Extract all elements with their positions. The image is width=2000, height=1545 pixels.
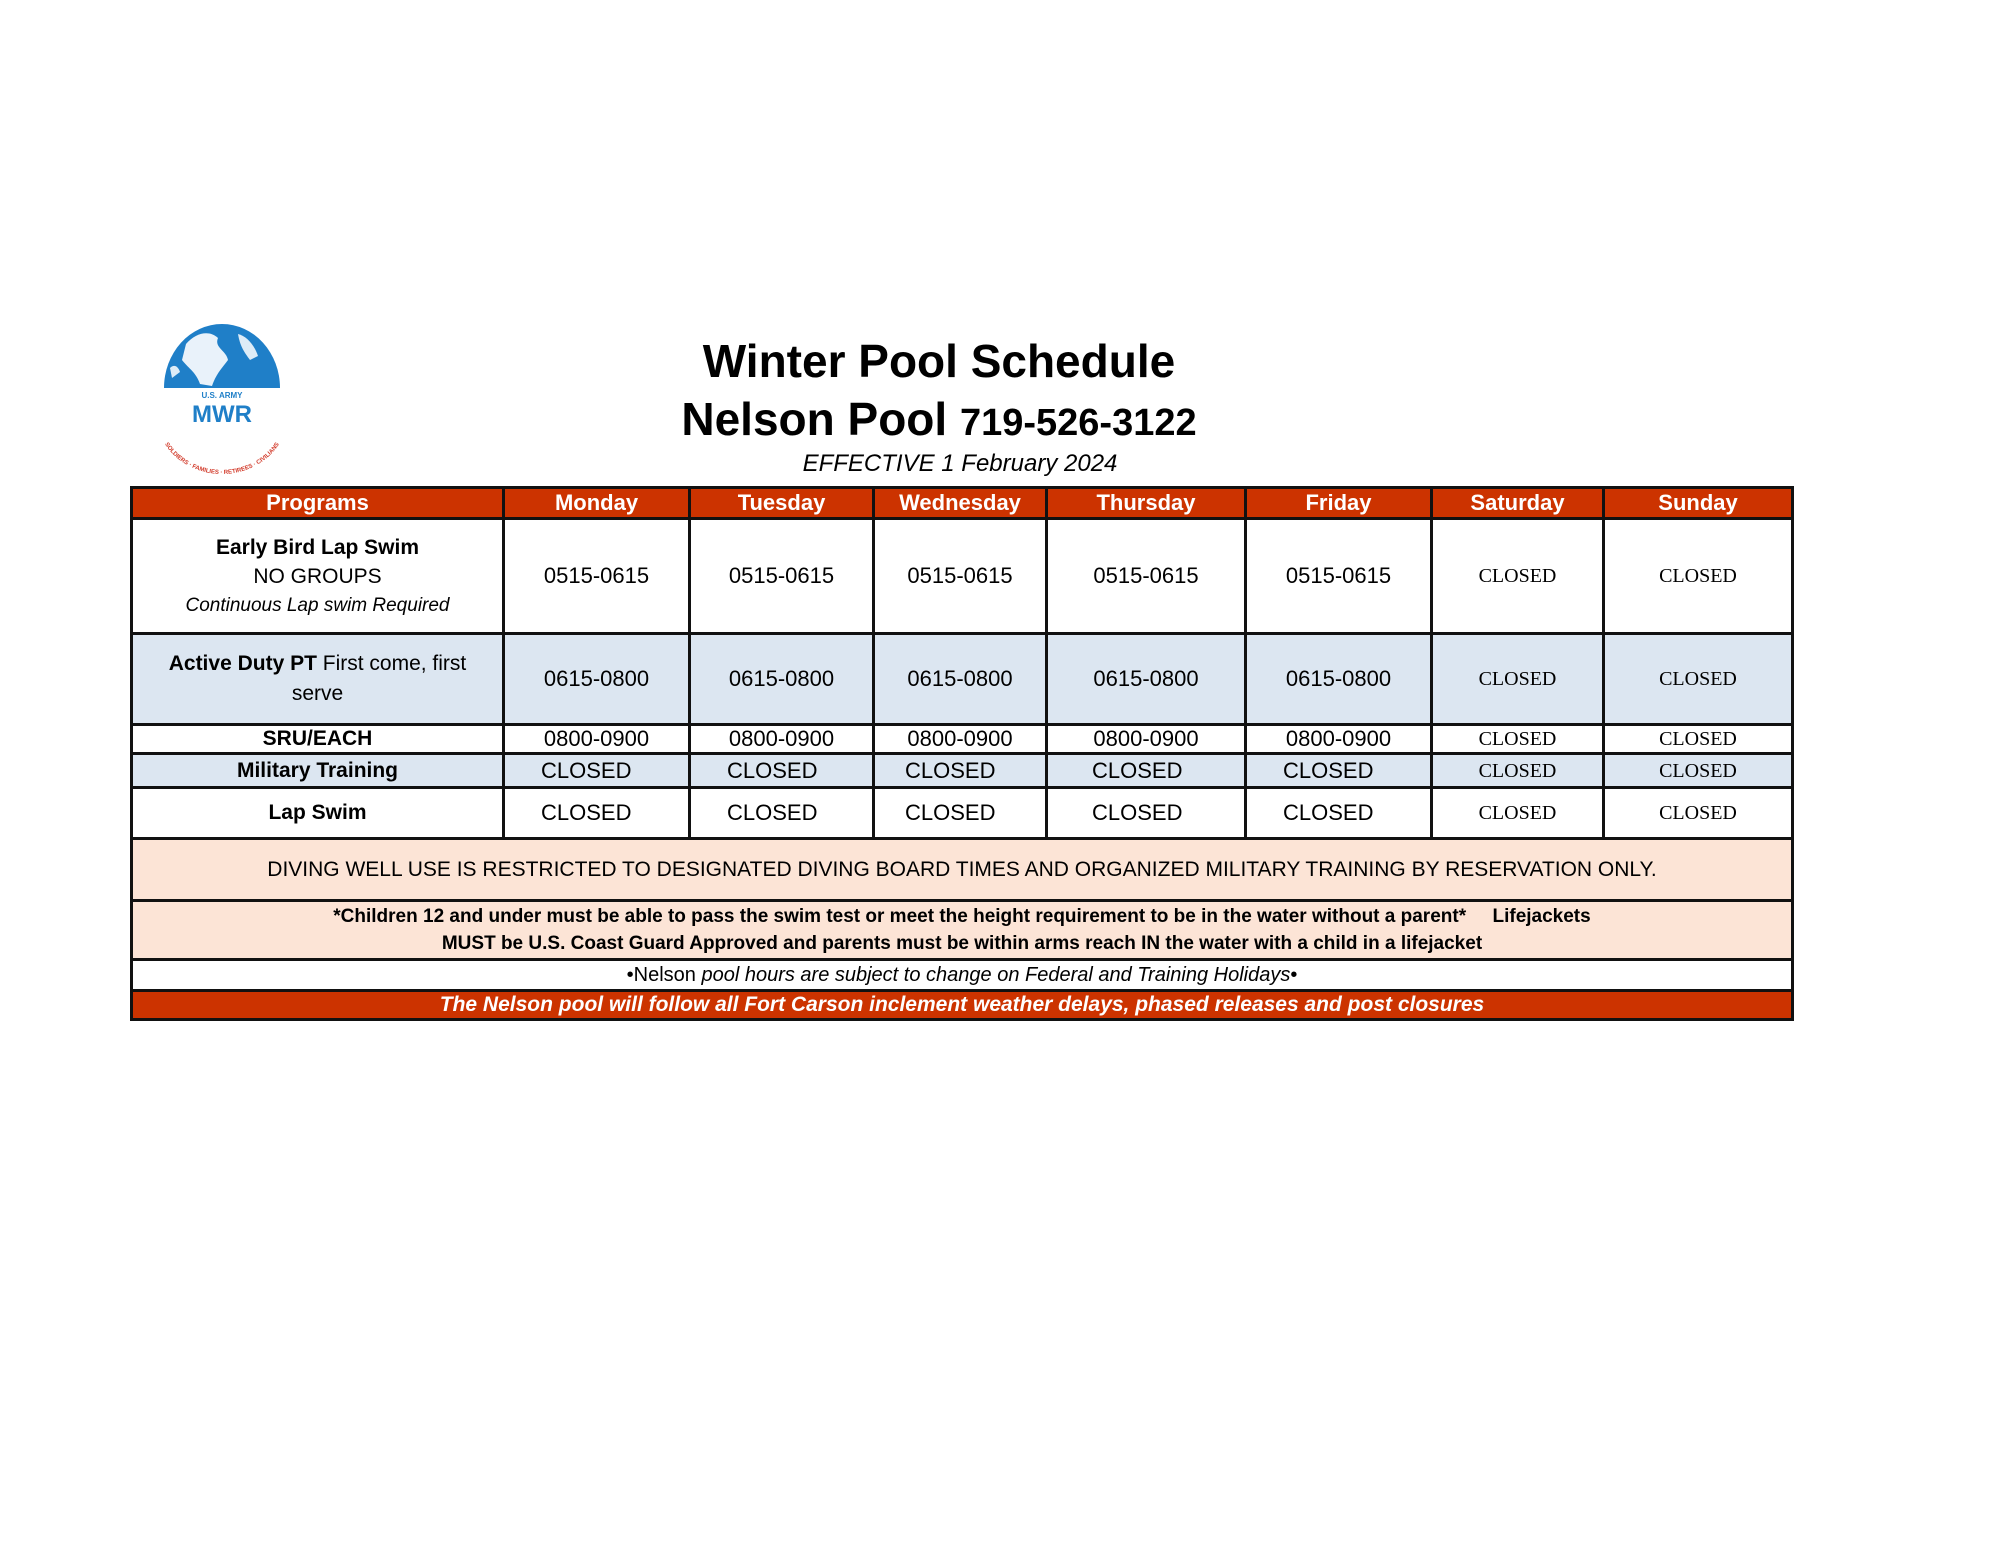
table-row-lap-swim xyxy=(132,788,1793,839)
schedule-cell: 0515-0615 xyxy=(1246,519,1432,634)
schedule-cell: 0615-0800 xyxy=(690,634,874,725)
schedule-cell: CLOSED xyxy=(874,754,1047,788)
col-header-tuesday: Tuesday xyxy=(690,488,874,519)
weather-notice: The Nelson pool will follow all Fort Carson inclement weather delays, phased releases and post closures xyxy=(132,991,1793,1020)
schedule-cell: 0515-0615 xyxy=(504,519,690,634)
holiday-notice-row xyxy=(132,960,1793,991)
pool-name-line xyxy=(0,392,1878,450)
program-subtitle: First come, first serve xyxy=(291,652,467,705)
program-title: Early Bird Lap Swim xyxy=(215,535,420,559)
program-title: SRU/EACH xyxy=(132,725,504,754)
schedule-cell: 0515-0615 xyxy=(874,519,1047,634)
schedule-table xyxy=(130,486,1794,1021)
schedule-cell: CLOSED xyxy=(1604,788,1793,839)
program-cell xyxy=(132,634,504,725)
col-header-thursday: Thursday xyxy=(1047,488,1246,519)
schedule-cell: 0615-0800 xyxy=(504,634,690,725)
col-header-programs: Programs xyxy=(132,488,504,519)
schedule-cell: CLOSED xyxy=(1246,788,1432,839)
page-title: Winter Pool Schedule xyxy=(702,335,1176,387)
schedule-cell: CLOSED xyxy=(1432,788,1604,839)
table-row-military-training xyxy=(132,754,1793,788)
table-header-row xyxy=(132,488,1793,519)
holiday-notice xyxy=(132,960,1793,991)
diving-notice: DIVING WELL USE IS RESTRICTED TO DESIGNATED DIVING BOARD TIMES AND ORGANIZED MILITARY TRAINING BY RESERVATION ONLY. xyxy=(132,839,1793,901)
holiday-notice-text: pool hours are subject to change on Federal and Training Holidays xyxy=(701,964,1291,986)
schedule-cell: 0800-0900 xyxy=(1246,725,1432,754)
program-title: Active Duty PT xyxy=(168,652,317,675)
logo-top-text: U.S. ARMY xyxy=(201,391,243,400)
schedule-cell: CLOSED xyxy=(504,754,690,788)
holiday-notice-prefix: •Nelson xyxy=(626,964,702,986)
schedule-cell: CLOSED xyxy=(690,754,874,788)
schedule-cell: CLOSED xyxy=(1432,754,1604,788)
schedule-cell: CLOSED xyxy=(1604,634,1793,725)
col-header-monday: Monday xyxy=(504,488,690,519)
schedule-cell: CLOSED xyxy=(874,788,1047,839)
children-notice-line2: MUST be U.S. Coast Guard Approved and parents must be within arms reach IN the water with a child in a lifejacket xyxy=(441,933,1483,954)
schedule-cell: CLOSED xyxy=(1604,725,1793,754)
schedule-cell: CLOSED xyxy=(1047,754,1246,788)
children-notice xyxy=(132,901,1793,960)
schedule-cell: 0800-0900 xyxy=(1047,725,1246,754)
schedule-cell: 0515-0615 xyxy=(1047,519,1246,634)
program-note: Continuous Lap swim Required xyxy=(185,594,450,616)
schedule-cell: CLOSED xyxy=(690,788,874,839)
weather-notice-row xyxy=(132,991,1793,1020)
schedule-cell: CLOSED xyxy=(504,788,690,839)
schedule-cell: 0800-0900 xyxy=(690,725,874,754)
schedule-cell: CLOSED xyxy=(1604,754,1793,788)
schedule-cell: 0615-0800 xyxy=(1246,634,1432,725)
col-header-saturday: Saturday xyxy=(1432,488,1604,519)
program-title: Military Training xyxy=(132,754,504,788)
table-row-early-bird xyxy=(132,519,1793,634)
program-cell xyxy=(132,519,504,634)
schedule-cell: CLOSED xyxy=(1432,634,1604,725)
table-row-sru-each xyxy=(132,725,1793,754)
pool-phone: 719-526-3122 xyxy=(959,402,1197,444)
schedule-cell: CLOSED xyxy=(1047,788,1246,839)
children-notice-row xyxy=(132,901,1793,960)
holiday-notice-suffix: • xyxy=(1290,964,1298,986)
schedule-cell: 0800-0900 xyxy=(874,725,1047,754)
pool-name: Nelson Pool xyxy=(681,393,948,445)
program-subtitle: NO GROUPS xyxy=(253,564,382,588)
col-header-friday: Friday xyxy=(1246,488,1432,519)
program-title: Lap Swim xyxy=(132,788,504,839)
children-notice-line1: *Children 12 and under must be able to pass the swim test or meet the height requirement to be in the water without a parent* Lifejackets xyxy=(333,906,1591,927)
schedule-cell: 0615-0800 xyxy=(874,634,1047,725)
schedule-cell: 0615-0800 xyxy=(1047,634,1246,725)
logo-ring-text: SOLDIERS · FAMILIES · RETIREES · CIVILIANS xyxy=(163,441,281,477)
schedule-cell: CLOSED xyxy=(1604,519,1793,634)
schedule-cell: CLOSED xyxy=(1432,725,1604,754)
col-header-sunday: Sunday xyxy=(1604,488,1793,519)
schedule-cell: 0515-0615 xyxy=(690,519,874,634)
table-row-active-duty-pt xyxy=(132,634,1793,725)
col-header-wednesday: Wednesday xyxy=(874,488,1047,519)
schedule-cell: CLOSED xyxy=(1432,519,1604,634)
schedule-cell: 0800-0900 xyxy=(504,725,690,754)
logo-main-text: MWR xyxy=(192,401,252,428)
schedule-cell: CLOSED xyxy=(1246,754,1432,788)
effective-date: EFFECTIVE 1 February 2024 xyxy=(802,450,1118,477)
diving-notice-row xyxy=(132,839,1793,901)
